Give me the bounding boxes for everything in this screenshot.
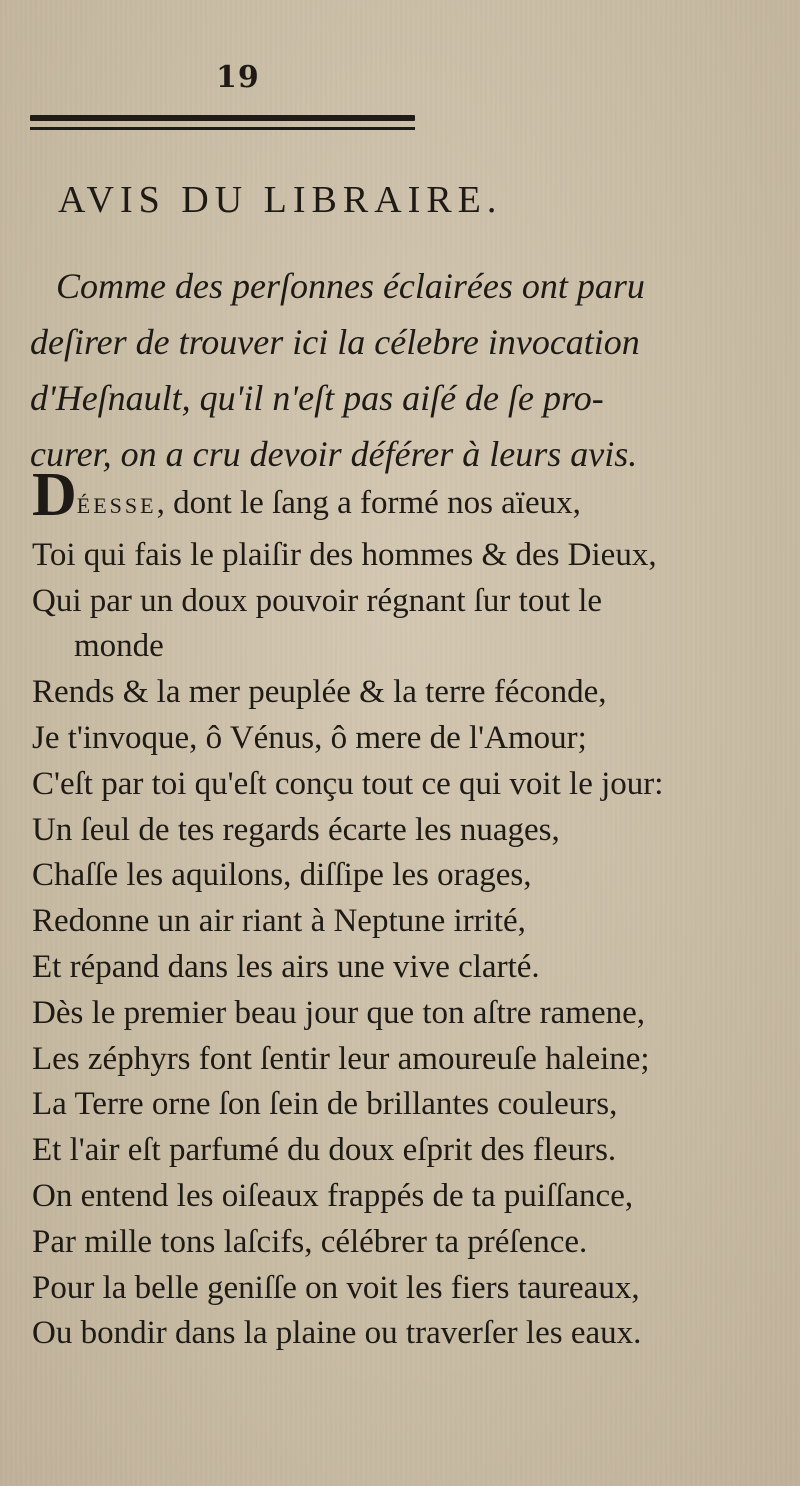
poem-verse: Et l'air eſt parfumé du doux eſprit des fleurs. [32,1132,617,1169]
poem-verse: Qui par un doux pouvoir régnant ſur tout le [32,582,603,619]
poem-verse: Rends & la mer peuplée & la terre féconde, [32,674,607,711]
poem-verse: C'eſt par toi qu'eſt conçu tout ce qui voit le jour: [32,765,664,802]
poem-verse: Les zéphyrs font ſentir leur amoureuſe haleine; [32,1040,650,1077]
poem-verse: Chaſſe les aquilons, diſſipe les orages, [32,857,532,894]
intro-line: deſirer de trouver ici la célebre invocation [30,322,640,362]
header-rule [30,115,415,130]
intro-paragraph [30,258,750,482]
first-word-smallcaps: ÉESSE [76,493,157,518]
poem-verse: Dès le premier beau jour que ton aſtre ramene, [32,994,645,1031]
poem-verse: Un ſeul de tes regards écarte les nuages, [32,811,560,848]
poem-verse: La Terre orne ſon ſein de brillantes couleurs, [32,1086,618,1123]
poem-verse: Toi qui fais le plaiſir des hommes & des Dieux, [32,536,657,573]
section-heading: AVIS DU LIBRAIRE. [58,179,503,221]
drop-cap: D [32,461,77,529]
poem-first-verse [32,461,772,529]
poem-verse-continuation: monde [74,628,164,665]
poem-verse: Et répand dans les airs une vive clarté. [32,948,540,985]
poem-verse: Redonne un air riant à Neptune irrité, [32,903,526,940]
poem-verse: On entend les oiſeaux frappés de ta puiſſance, [32,1177,634,1214]
first-verse-rest: , dont le ſang a formé nos aïeux, [156,485,581,521]
poem-verse: Ou bondir dans la plaine ou traverſer les eaux. [32,1315,642,1352]
intro-line: d'Heſnault, qu'il n'eſt pas aiſé de ſe pro- [30,378,604,418]
page-number: 19 [216,60,260,95]
intro-line: Comme des perſonnes éclairées ont paru [56,266,645,306]
poem-verse: Par mille tons laſcifs, célébrer ta préſence. [32,1223,588,1260]
poem [32,461,772,1357]
rule-thin-line [30,127,415,130]
poem-verse: Pour la belle geniſſe on voit les fiers taureaux, [32,1269,640,1306]
poem-verse: Je t'invoque, ô Vénus, ô mere de l'Amour; [32,719,587,756]
intro-line: curer, on a cru devoir déférer à leurs avis. [30,434,638,474]
